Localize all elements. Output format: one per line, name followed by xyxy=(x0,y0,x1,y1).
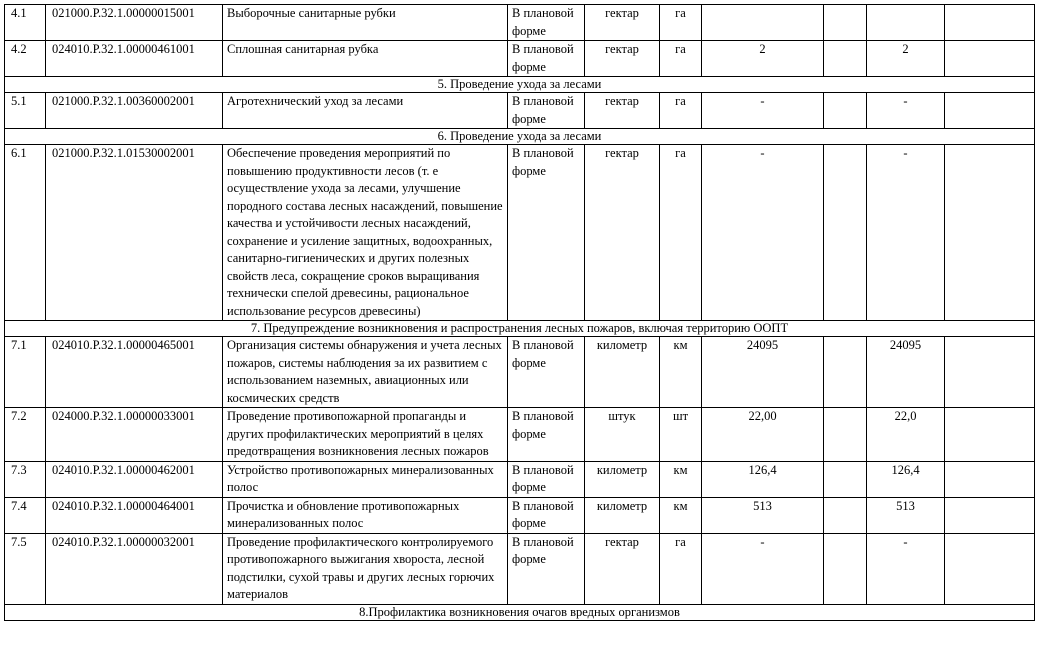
row-number: 5.1 xyxy=(5,93,46,129)
row-unit-abbr: га xyxy=(660,5,702,41)
row-code: 021000.Р.32.1.00000015001 xyxy=(46,5,223,41)
row-form: В плановой форме xyxy=(508,408,585,462)
table-row xyxy=(5,408,1035,462)
row-value-3 xyxy=(867,5,945,41)
row-unit-abbr: км xyxy=(660,497,702,533)
row-value-2 xyxy=(824,497,867,533)
row-unit: километр xyxy=(585,461,660,497)
row-value-2 xyxy=(824,461,867,497)
row-value-1 xyxy=(702,5,824,41)
row-value-3: - xyxy=(867,145,945,321)
row-number: 4.2 xyxy=(5,41,46,77)
row-number: 7.3 xyxy=(5,461,46,497)
row-value-3: - xyxy=(867,93,945,129)
table-row xyxy=(5,497,1035,533)
table-row xyxy=(5,41,1035,77)
row-code: 024010.Р.32.1.00000462001 xyxy=(46,461,223,497)
row-value-1: 513 xyxy=(702,497,824,533)
row-number: 6.1 xyxy=(5,145,46,321)
table-body xyxy=(5,5,1035,621)
row-number: 7.5 xyxy=(5,533,46,604)
row-code: 024010.Р.32.1.00000461001 xyxy=(46,41,223,77)
section-header-row xyxy=(5,129,1035,145)
row-value-4 xyxy=(945,461,1035,497)
row-value-3: - xyxy=(867,533,945,604)
row-name: Обеспечение проведения мероприятий по повышению продуктивности лесов (т. е осуществление ухода за лесами, улучшение породного состава лесных насаждений, повышение качества и устойчивости лесных насаждений, сохранение и усиление защитных, водоохранных, санитарно-гигиенических и других полезных свойств леса, сокращение сроков выращивания технически спелой древесины, рациональное использование ресурсов древесины) xyxy=(223,145,508,321)
row-value-4 xyxy=(945,5,1035,41)
row-unit: гектар xyxy=(585,145,660,321)
section-title: 5. Проведение ухода за лесами xyxy=(5,77,1035,93)
row-form: В плановой форме xyxy=(508,533,585,604)
row-value-3: 126,4 xyxy=(867,461,945,497)
row-value-4 xyxy=(945,533,1035,604)
row-unit: гектар xyxy=(585,533,660,604)
row-value-2 xyxy=(824,41,867,77)
row-code: 024000.Р.32.1.00000033001 xyxy=(46,408,223,462)
row-code: 024010.Р.32.1.00000465001 xyxy=(46,337,223,408)
row-value-4 xyxy=(945,408,1035,462)
measures-table xyxy=(4,4,1035,621)
row-value-4 xyxy=(945,93,1035,129)
row-value-4 xyxy=(945,41,1035,77)
section-title: 8.Профилактика возникновения очагов вредных организмов xyxy=(5,604,1035,620)
section-title: 6. Проведение ухода за лесами xyxy=(5,129,1035,145)
row-value-2 xyxy=(824,93,867,129)
row-form: В плановой форме xyxy=(508,337,585,408)
row-value-2 xyxy=(824,145,867,321)
row-unit: штук xyxy=(585,408,660,462)
table-row xyxy=(5,533,1035,604)
row-unit-abbr: га xyxy=(660,41,702,77)
row-code: 021000.Р.32.1.00360002001 xyxy=(46,93,223,129)
table-row xyxy=(5,145,1035,321)
row-unit: гектар xyxy=(585,5,660,41)
row-value-3: 22,0 xyxy=(867,408,945,462)
row-value-3: 513 xyxy=(867,497,945,533)
row-number: 4.1 xyxy=(5,5,46,41)
row-unit: километр xyxy=(585,497,660,533)
row-name: Сплошная санитарная рубка xyxy=(223,41,508,77)
row-form: В плановой форме xyxy=(508,93,585,129)
row-form: В плановой форме xyxy=(508,461,585,497)
section-title: 7. Предупреждение возникновения и распространения лесных пожаров, включая территорию ООПТ xyxy=(5,321,1035,337)
row-number: 7.2 xyxy=(5,408,46,462)
row-value-2 xyxy=(824,5,867,41)
section-header-row xyxy=(5,604,1035,620)
row-value-2 xyxy=(824,408,867,462)
row-value-1: 126,4 xyxy=(702,461,824,497)
row-form: В плановой форме xyxy=(508,497,585,533)
row-unit: километр xyxy=(585,337,660,408)
row-code: 024010.Р.32.1.00000464001 xyxy=(46,497,223,533)
row-form: В плановой форме xyxy=(508,145,585,321)
row-name: Организация системы обнаружения и учета лесных пожаров, системы наблюдения за их развитием с использованием наземных, авиационных или космических средств xyxy=(223,337,508,408)
row-name: Прочистка и обновление противопожарных минерализованных полос xyxy=(223,497,508,533)
table-row xyxy=(5,461,1035,497)
row-name: Агротехнический уход за лесами xyxy=(223,93,508,129)
row-form: В плановой форме xyxy=(508,41,585,77)
row-value-4 xyxy=(945,145,1035,321)
row-value-1: 24095 xyxy=(702,337,824,408)
row-value-2 xyxy=(824,337,867,408)
row-value-1: 2 xyxy=(702,41,824,77)
row-unit-abbr: га xyxy=(660,145,702,321)
row-form: В плановой форме xyxy=(508,5,585,41)
row-unit-abbr: га xyxy=(660,93,702,129)
row-name: Проведение профилактического контролируемого противопожарного выжигания хвороста, лесной подстилки, сухой травы и других лесных горючих материалов xyxy=(223,533,508,604)
row-value-1: - xyxy=(702,533,824,604)
row-code: 021000.Р.32.1.01530002001 xyxy=(46,145,223,321)
row-unit-abbr: км xyxy=(660,337,702,408)
row-unit-abbr: га xyxy=(660,533,702,604)
row-value-4 xyxy=(945,337,1035,408)
row-unit: гектар xyxy=(585,93,660,129)
row-number: 7.4 xyxy=(5,497,46,533)
row-name: Выборочные санитарные рубки xyxy=(223,5,508,41)
row-unit-abbr: км xyxy=(660,461,702,497)
table-row xyxy=(5,5,1035,41)
row-name: Проведение противопожарной пропаганды и других профилактических мероприятий в целях предотвращения возникновения лесных пожаров xyxy=(223,408,508,462)
section-header-row xyxy=(5,321,1035,337)
row-name: Устройство противопожарных минерализованных полос xyxy=(223,461,508,497)
row-value-3: 24095 xyxy=(867,337,945,408)
row-value-2 xyxy=(824,533,867,604)
row-value-1: - xyxy=(702,145,824,321)
row-unit: гектар xyxy=(585,41,660,77)
row-number: 7.1 xyxy=(5,337,46,408)
section-header-row xyxy=(5,77,1035,93)
table-row xyxy=(5,93,1035,129)
row-value-3: 2 xyxy=(867,41,945,77)
table-row xyxy=(5,337,1035,408)
row-value-4 xyxy=(945,497,1035,533)
row-value-1: - xyxy=(702,93,824,129)
row-unit-abbr: шт xyxy=(660,408,702,462)
row-code: 024010.Р.32.1.00000032001 xyxy=(46,533,223,604)
row-value-1: 22,00 xyxy=(702,408,824,462)
